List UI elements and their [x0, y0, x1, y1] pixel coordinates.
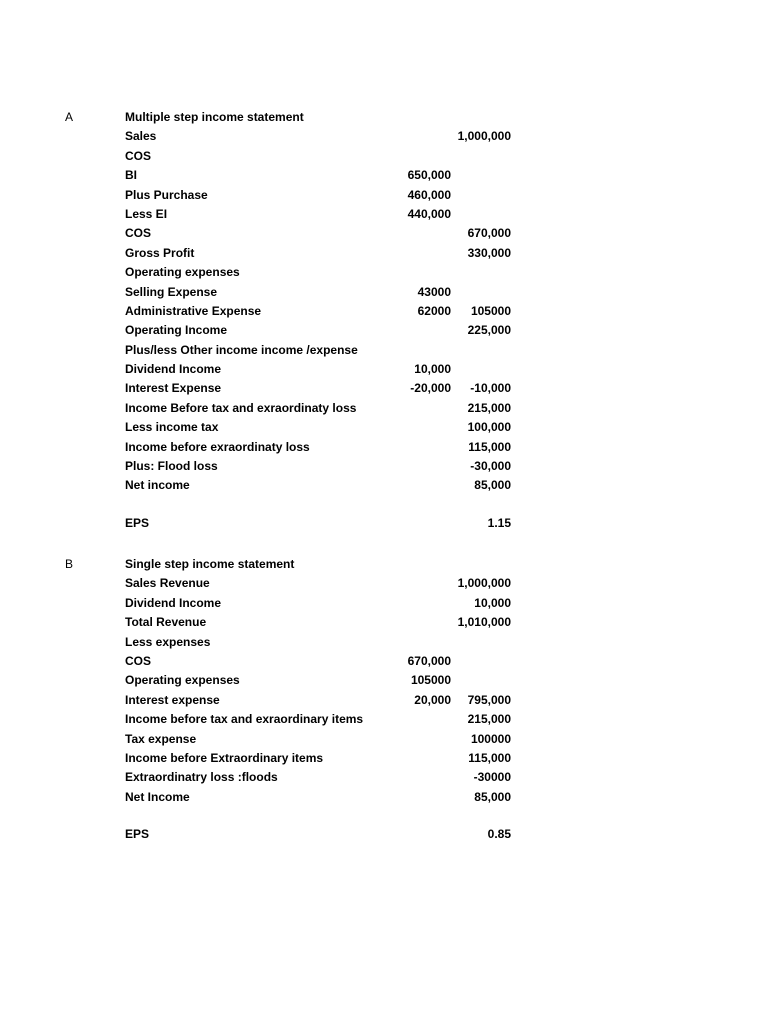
row-label: Administrative Expense [125, 303, 262, 318]
statement-row [0, 321, 768, 340]
row-total: 85,000 [474, 478, 511, 493]
row-label: Operating expenses [125, 265, 240, 280]
statement-row [0, 768, 768, 787]
row-label: Plus Purchase [125, 187, 208, 202]
statement-row [0, 244, 768, 263]
statement-row [0, 633, 768, 652]
statement-row [0, 457, 768, 476]
statement-row [0, 399, 768, 418]
eps-value: 0.85 [487, 827, 511, 842]
row-total: 10,000 [474, 595, 511, 610]
row-label: Plus: Flood loss [125, 459, 218, 474]
statement-row [0, 749, 768, 768]
row-amount: 650,000 [407, 168, 451, 183]
row-label: Income Before tax and exraordinaty loss [125, 400, 357, 415]
row-amount: 43000 [417, 284, 451, 299]
statement-row [0, 186, 768, 205]
row-label: Total Revenue [125, 615, 207, 630]
statement-row [0, 302, 768, 321]
row-amount: 440,000 [407, 206, 451, 221]
row-total: 100000 [470, 731, 511, 746]
row-total: 330,000 [467, 245, 511, 260]
row-amount: 10,000 [414, 362, 451, 377]
row-label: Interest expense [125, 692, 220, 707]
blank-row [0, 496, 768, 514]
row-label: Sales [125, 129, 157, 144]
statement-row [0, 205, 768, 224]
row-total: 105000 [470, 303, 511, 318]
statement-row [0, 341, 768, 360]
row-total: 215,000 [467, 400, 511, 415]
row-amount: 105000 [410, 673, 451, 688]
row-label: Extraordinatry loss :floods [125, 770, 278, 785]
section-letter: B [65, 557, 74, 571]
row-amount: 20,000 [414, 692, 451, 707]
row-label: Less expenses [125, 634, 211, 649]
row-label: Selling Expense [125, 284, 218, 299]
statement-row [0, 594, 768, 613]
row-total: 115,000 [468, 750, 511, 765]
row-label: Income before Extraordinary items [125, 750, 324, 765]
row-total: 85,000 [474, 789, 511, 804]
row-amount: 460,000 [407, 187, 451, 202]
row-total: 670,000 [467, 226, 511, 241]
row-total: 115,000 [468, 439, 511, 454]
statement-row [0, 438, 768, 457]
row-label: Dividend Income [125, 595, 222, 610]
row-label: COS [125, 226, 152, 241]
eps-row [0, 825, 768, 844]
row-total: -10,000 [470, 381, 511, 396]
row-total: -30,000 [470, 459, 511, 474]
statement-title: Multiple step income statement [125, 110, 304, 124]
row-label: BI [125, 168, 137, 183]
row-label: Net Income [125, 789, 190, 804]
row-total: 225,000 [467, 323, 511, 338]
statement-row [0, 652, 768, 671]
row-total: 1,010,000 [457, 615, 511, 630]
row-total: 1,000,000 [457, 576, 511, 591]
statement-row [0, 671, 768, 690]
statement-row [0, 691, 768, 710]
eps-row [0, 514, 768, 533]
statement-row [0, 263, 768, 282]
statement-row [0, 379, 768, 398]
statement-title: Single step income statement [125, 557, 295, 571]
row-label: Operating Income [125, 323, 228, 338]
eps-value: 1.15 [487, 515, 511, 530]
statement-row [0, 574, 768, 593]
statement-row [0, 730, 768, 749]
row-label: Less EI [125, 206, 168, 221]
statement-row [0, 476, 768, 495]
row-label: Dividend Income [125, 362, 222, 377]
statement-row [0, 127, 768, 146]
statement-row [0, 108, 768, 127]
statement-row [0, 710, 768, 729]
statement-row [0, 166, 768, 185]
row-label: Less income tax [125, 420, 219, 435]
row-amount: 670,000 [407, 653, 451, 668]
row-amount: -20,000 [410, 381, 451, 396]
multiple-step-statement [0, 108, 768, 533]
row-amount: 62000 [417, 303, 451, 318]
row-label: Tax expense [125, 731, 197, 746]
row-label: Gross Profit [125, 245, 195, 260]
statement-row [0, 360, 768, 379]
row-label: Interest Expense [125, 381, 222, 396]
statement-row [0, 224, 768, 243]
row-total: -30000 [473, 770, 511, 785]
section-letter: A [65, 110, 74, 124]
statement-row [0, 147, 768, 166]
row-label: Net income [125, 478, 190, 493]
row-label: Plus/less Other income income /expense [125, 342, 358, 357]
row-label: Income before exraordinaty loss [125, 439, 310, 454]
statement-row [0, 418, 768, 437]
row-label: Income before tax and exraordinary items [125, 712, 364, 727]
eps-label: EPS [125, 827, 150, 842]
eps-label: EPS [125, 515, 150, 530]
blank-row [0, 807, 768, 825]
statement-row [0, 555, 768, 574]
row-label: Sales Revenue [125, 576, 210, 591]
row-label: COS [125, 148, 152, 163]
row-total: 1,000,000 [457, 129, 511, 144]
row-label: COS [125, 653, 152, 668]
statement-row [0, 283, 768, 302]
row-total: 215,000 [467, 712, 511, 727]
statement-row [0, 788, 768, 807]
statement-row [0, 613, 768, 632]
row-total: 100,000 [467, 420, 511, 435]
row-label: Operating expenses [125, 673, 240, 688]
row-total: 795,000 [467, 692, 511, 707]
single-step-statement [0, 555, 768, 844]
